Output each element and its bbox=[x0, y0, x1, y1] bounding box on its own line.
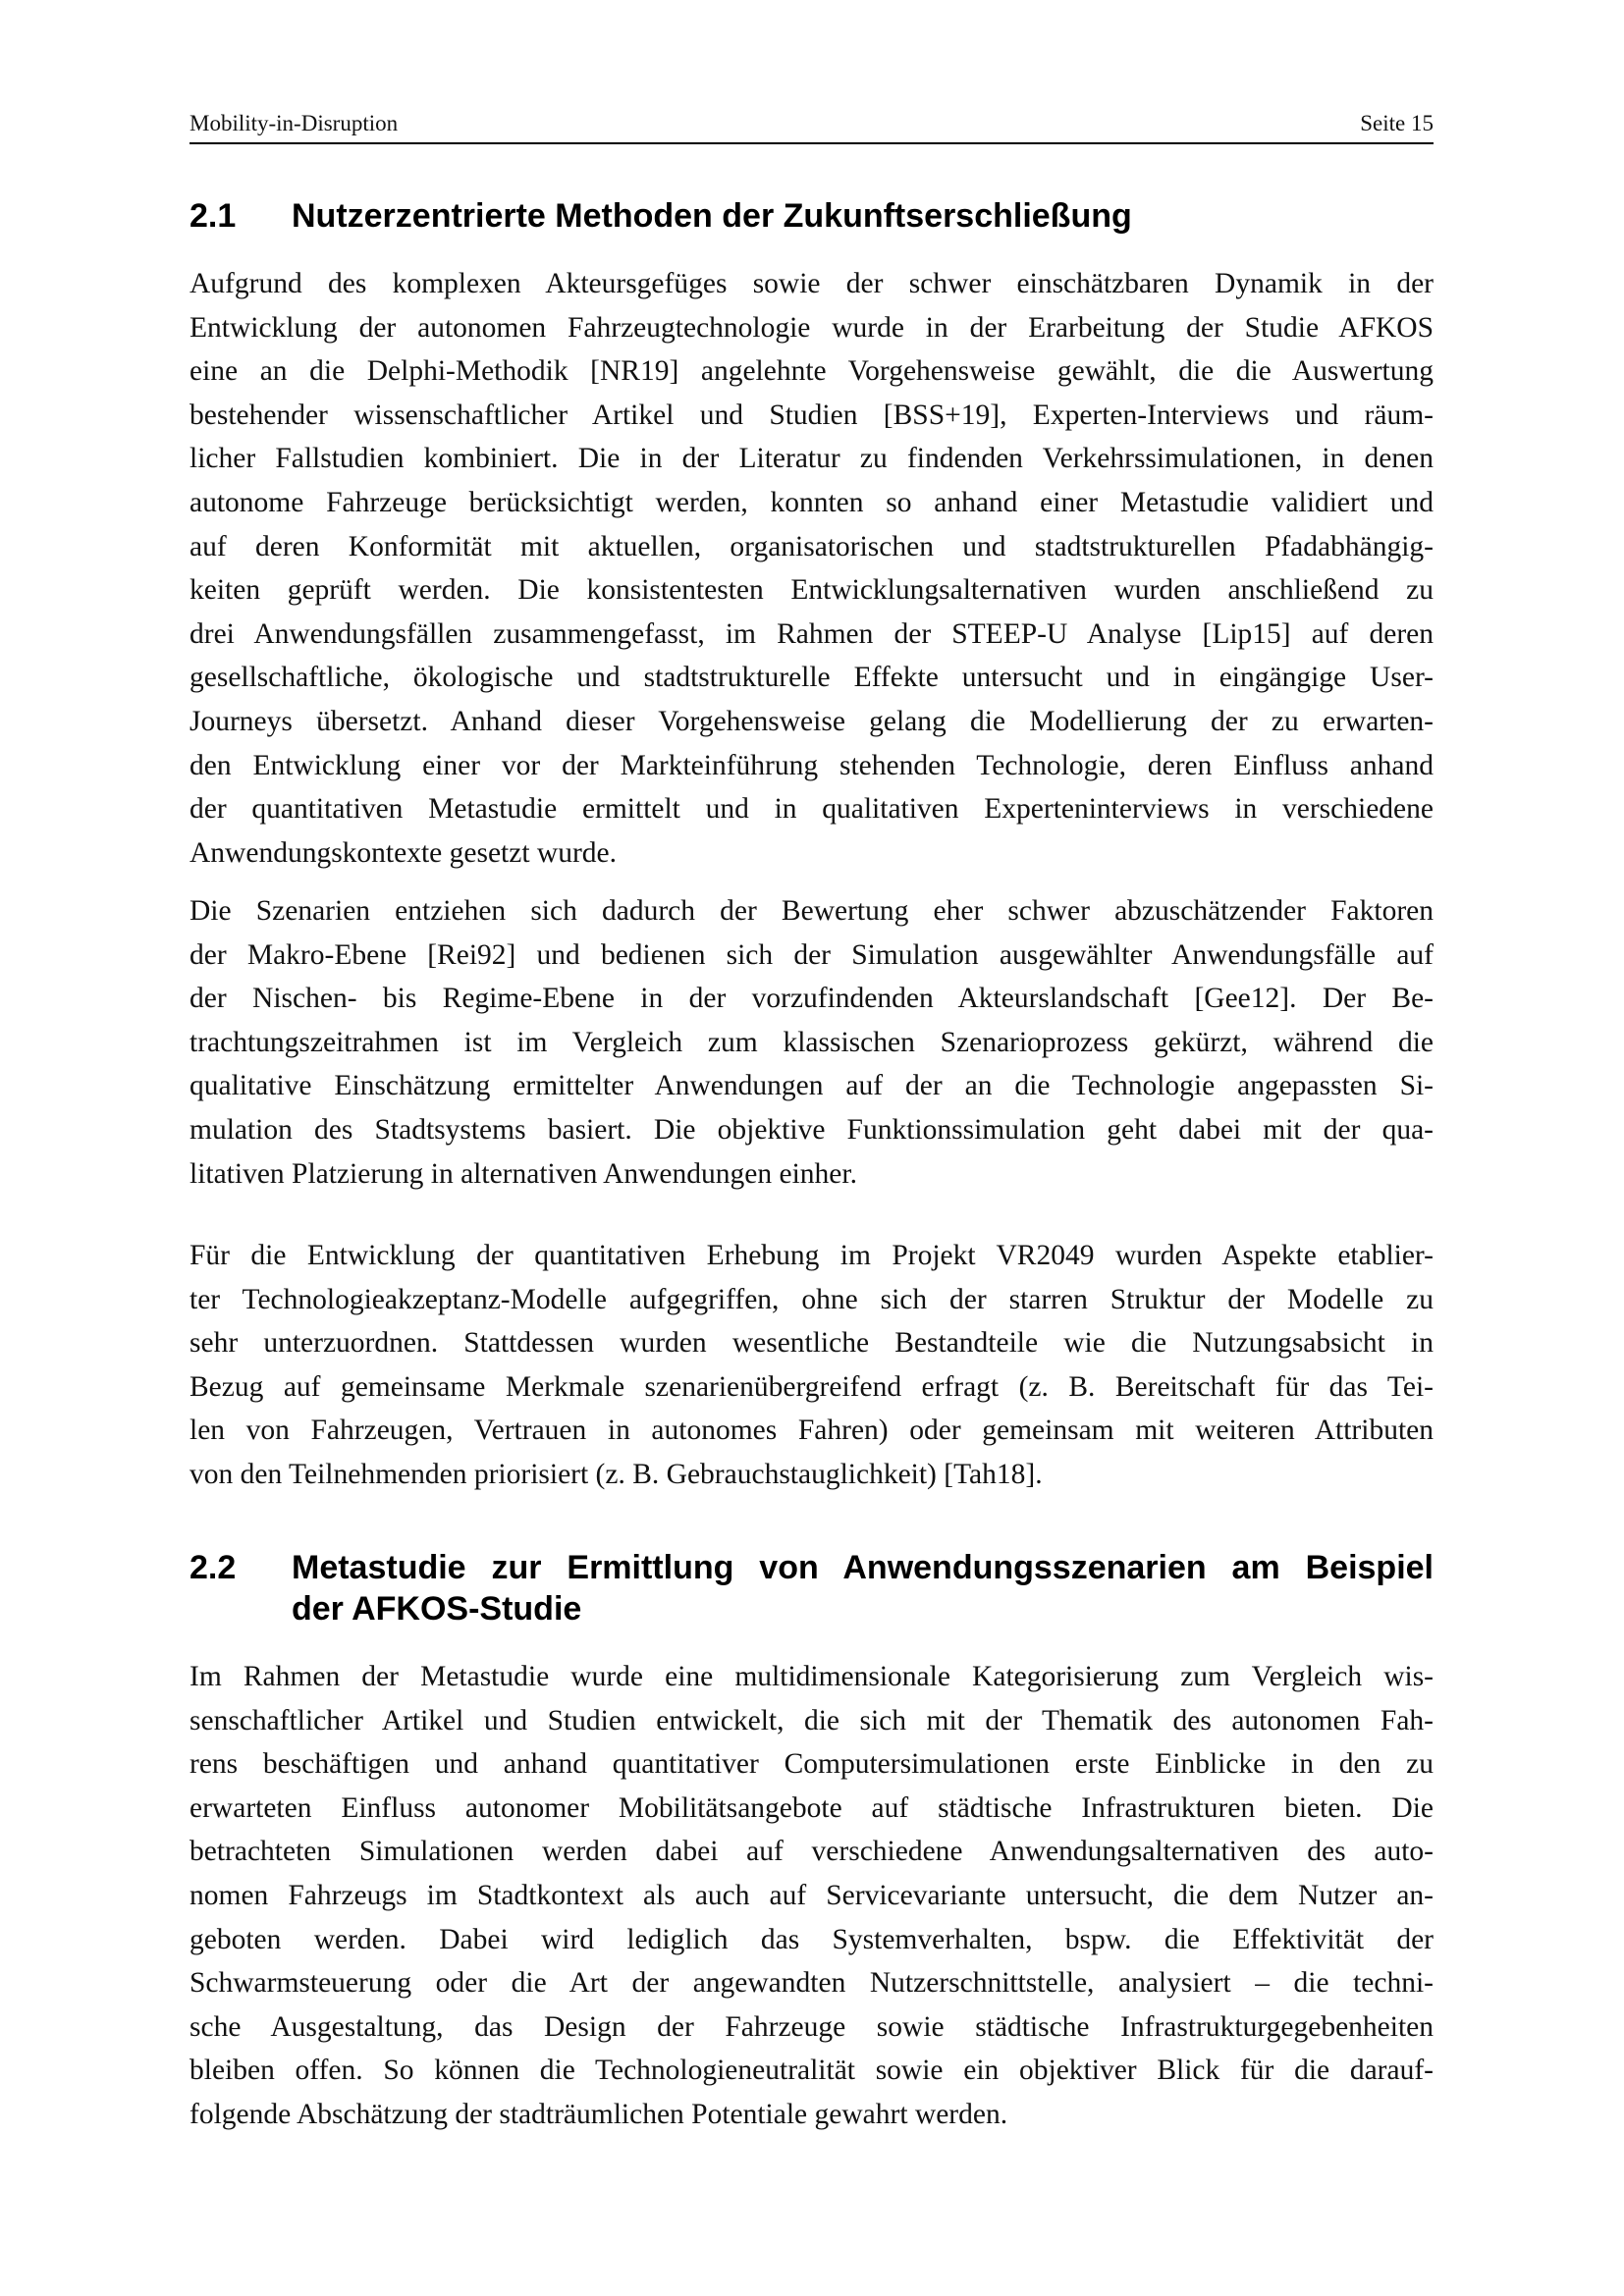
text-line: der Makro-Ebene [Rei92] und bedienen sich der Simulation ausgewählter Anwendungsfälle auf bbox=[189, 938, 1434, 971]
text-line: keiten geprüft werden. Die konsistentesten Entwicklungsalternativen wurden anschließend zu bbox=[189, 574, 1434, 607]
text-line: Journeys übersetzt. Anhand dieser Vorgehensweise gelang die Modellierung der zu erwarten- bbox=[189, 705, 1434, 737]
text-line: auf deren Konformität mit aktuellen, organisatorischen und stadtstrukturellen Pfadabhängig- bbox=[189, 530, 1434, 562]
page-number: Seite 15 bbox=[1360, 111, 1434, 135]
section-title bbox=[292, 195, 1434, 237]
text-line: Entwicklung der autonomen Fahrzeugtechnologie wurde in der Erarbeitung der Studie AFKOS bbox=[189, 311, 1434, 344]
text-line: erwarteten Einfluss autonomer Mobilitätsangebote auf städtische Infrastrukturen bieten. Die bbox=[189, 1791, 1434, 1824]
text-line: betrachteten Simulationen werden dabei auf verschiedene Anwendungsalternativen des auto- bbox=[189, 1836, 1434, 1868]
text-line: Aufgrund des komplexen Akteursgefüges sowie der schwer einschätzbaren Dynamik in der bbox=[189, 268, 1434, 299]
text-line: gesellschaftliche, ökologische und stadtstrukturelle Effekte untersucht und in eingängige User- bbox=[189, 662, 1434, 694]
text-line: von den Teilnehmenden priorisiert (z. B. Gebrauchstauglichkeit) [Tah18]. bbox=[189, 1458, 1043, 1490]
text-line: sche Ausgestaltung, das Design der Fahrzeuge sowie städtische Infrastrukturgegebenheiten bbox=[189, 2010, 1434, 2043]
text-line: trachtungszeitrahmen ist im Vergleich zum klassischen Szenarioprozess gekürzt, während die bbox=[189, 1026, 1434, 1058]
text-line: Anwendungskontexte gesetzt wurde. bbox=[189, 836, 618, 869]
section-title bbox=[292, 1547, 1434, 1629]
text-line: geboten werden. Dabei wird lediglich das Systemverhalten, bspw. die Effektivität der bbox=[189, 1923, 1434, 1955]
text-line: mulation des Stadtsystems basiert. Die objektive Funktionssimulation geht dabei mit der qua- bbox=[189, 1113, 1434, 1146]
text-line: der quantitativen Metastudie ermittelt und in qualitativen Experteninterviews in verschiedene bbox=[189, 793, 1434, 826]
text-line: ter Technologieakzeptanz-Modelle aufgegriffen, ohne sich der starren Struktur der Modelle zu bbox=[189, 1283, 1434, 1315]
section-title-line: der AFKOS-Studie bbox=[292, 1590, 582, 1628]
text-line: bleiben offen. So können die Technologieneutralität sowie ein objektiver Blick für die darauf- bbox=[189, 2055, 1434, 2087]
text-line: senschaftlicher Artikel und Studien entwickelt, die sich mit der Thematik des autonomen Fah- bbox=[189, 1704, 1434, 1736]
text-line: den Entwicklung einer vor der Markteinführung stehenden Technologie, deren Einfluss anhand bbox=[189, 749, 1434, 781]
section-heading-2-1 bbox=[189, 195, 1434, 237]
text-line: eine an die Delphi-Methodik [NR19] angelehnte Vorgehensweise gewählt, die die Auswertung bbox=[189, 355, 1434, 388]
text-line: len von Fahrzeugen, Vertrauen in autonomes Fahren) oder gemeinsam mit weiteren Attributen bbox=[189, 1415, 1434, 1447]
text-line: Im Rahmen der Metastudie wurde eine multidimensionale Kategorisierung zum Vergleich wis- bbox=[189, 1661, 1434, 1692]
paragraph bbox=[189, 262, 1434, 875]
text-line: bestehender wissenschaftlicher Artikel und Studien [BSS+19], Experten-Interviews und räum- bbox=[189, 399, 1434, 431]
text-line: Die Szenarien entziehen sich dadurch der Bewertung eher schwer abzuschätzender Faktoren bbox=[189, 895, 1434, 927]
text-line: litativen Platzierung in alternativen Anwendungen einher. bbox=[189, 1157, 857, 1190]
header-title: Mobility-in-Disruption bbox=[189, 111, 399, 135]
paragraph bbox=[189, 1655, 1434, 2137]
text-line: sehr unterzuordnen. Stattdessen wurden wesentliche Bestandteile wie die Nutzungsabsicht in bbox=[189, 1327, 1434, 1360]
text-line: autonome Fahrzeuge berücksichtigt werden, konnten so anhand einer Metastudie validiert und bbox=[189, 486, 1434, 518]
paragraph bbox=[189, 1234, 1434, 1497]
text-line: rens beschäftigen und anhand quantitativer Computersimulationen erste Einblicke in den zu bbox=[189, 1748, 1434, 1781]
section-number: 2.2 bbox=[189, 1549, 237, 1586]
text-line: folgende Abschätzung der stadträumlichen Potentiale gewahrt werden. bbox=[189, 2098, 1008, 2130]
section-number: 2.1 bbox=[189, 197, 237, 235]
section-heading-2-2 bbox=[189, 1547, 1434, 1629]
text-line: Für die Entwicklung der quantitativen Erhebung im Projekt VR2049 wurden Aspekte etablier- bbox=[189, 1240, 1434, 1271]
text-line: nomen Fahrzeugs im Stadtkontext als auch auf Servicevariante untersucht, die dem Nutzer an- bbox=[189, 1879, 1434, 1911]
text-line: Schwarmsteuerung oder die Art der angewandten Nutzerschnittstelle, analysiert – die techni- bbox=[189, 1967, 1434, 2000]
text-line: qualitative Einschätzung ermittelter Anwendungen auf der an die Technologie angepassten Si- bbox=[189, 1070, 1434, 1102]
text-line: drei Anwendungsfällen zusammengefasst, im Rahmen der STEEP-U Analyse [Lip15] auf deren bbox=[189, 617, 1434, 650]
text-line: licher Fallstudien kombiniert. Die in der Literatur zu findenden Verkehrssimulationen, in denen bbox=[189, 443, 1434, 475]
paragraph bbox=[189, 889, 1434, 1196]
running-header bbox=[189, 109, 1434, 144]
text-line: Bezug auf gemeinsame Merkmale szenarienübergreifend erfragt (z. B. Bereitschaft für das Tei- bbox=[189, 1370, 1434, 1403]
section-title-line: Nutzerzentrierte Methoden der Zukunftserschließung bbox=[292, 197, 1132, 235]
section-title-line: Metastudie zur Ermittlung von Anwendungsszenarien am Beispiel bbox=[292, 1549, 1434, 1586]
text-line: der Nischen- bis Regime-Ebene in der vorzufindenden Akteurslandschaft [Gee12]. Der Be- bbox=[189, 983, 1434, 1015]
